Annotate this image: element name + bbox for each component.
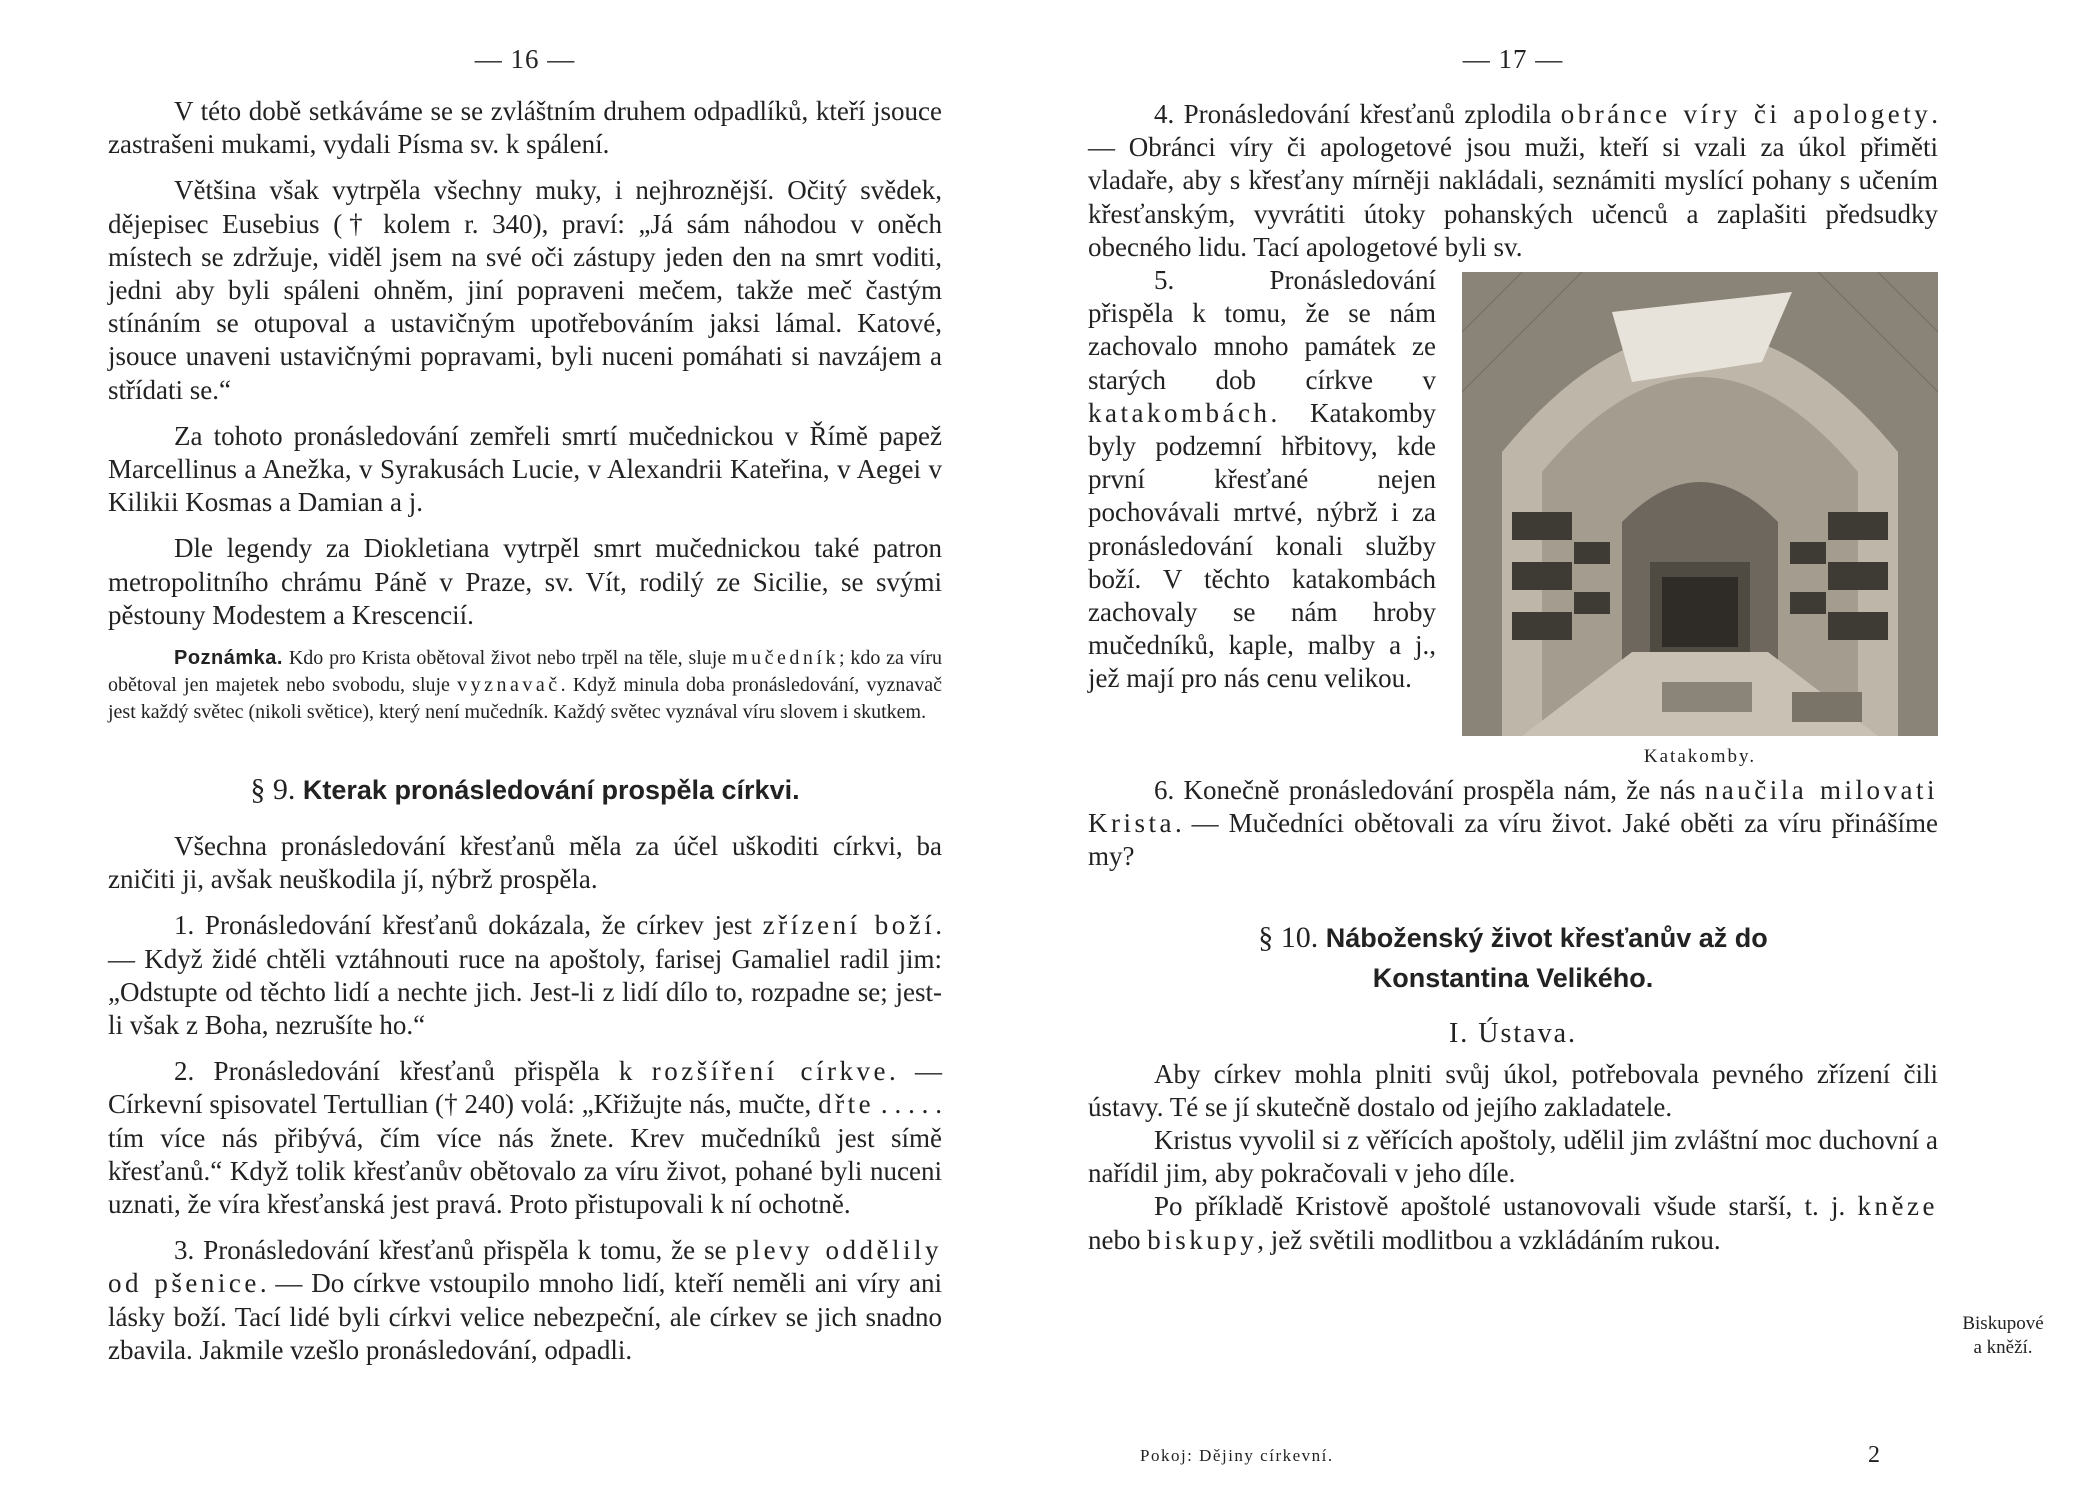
paragraph: Většina však vytrpěla všechny muky, i nejhroznější. Očitý svědek, dějepisec Eusebius († kolem r. 340), praví: „Já sám náhodou v oněch místech se zdržuje, viděl jsem na své oči zástupy jeden den na smrt voditi, jedni aby byli spáleni ohněm, jiní popraveni mečem, takže meč častým stínáním se otupoval a ustavičným upotřebováním jaksi lámal. Katové, jsouce unaveni ustavičnými popravami, byli nuceni pomáhati si navzájem a střídati se.“ [108, 175, 942, 405]
note-label: Poznámka. [174, 647, 283, 670]
paragraph [108, 1055, 942, 1221]
text-run: . — Mučedníci obětovali za víru život. Jaké oběti za víru přinášíme my? [1088, 808, 1938, 872]
section-title: Kterak pronásledování prospěla církvi. [302, 775, 800, 806]
paragraph: Kristus vyvolil si z věřících apoštoly, udělil jim zvláštní moc duchovní a nařídil jim, aby pokračovali v jeho díle. [1088, 1125, 1938, 1189]
section-number: § 9. [250, 773, 296, 807]
figure-caption: Katakomby. [1643, 746, 1757, 768]
subsection-heading: I. Ústava. [1448, 1017, 1578, 1049]
note-text: Kdo pro Krista obětoval život nebo trpěl na těle, sluje [282, 647, 733, 670]
margin-note-line: Biskupové [1962, 1313, 2044, 1334]
footnote-remark [108, 645, 942, 726]
paragraph: Za tohoto pronásledování zemřeli smrtí mučednickou v Římě papež Marcellinus a Anežka, v Syrakusách Lucie, v Alexandrii Kateřina, v Aegei v Kilikii Kosmas a Damian a j. [108, 420, 942, 518]
text-run: . — Obránci víry či apologetové jsou muži, kteří si vzali za úkol přiměti vladaře, aby s křesťany mírněji nakládali, seznámiti myslící pohany s učením křesťanským, vyvrátiti útoky pohanských učenců a zaplašiti předsudky obecného lidu. Tací apologetové byli sv. [1088, 99, 1938, 262]
emphasis: zřízení boží [762, 910, 936, 941]
emphasis: kněze [1857, 1191, 1938, 1222]
text-run: . — Když židé chtěli vztáhnouti ruce na apoštoly, farisej Gamaliel radil jim: „Odstupte od těchto lidí a nechte jich. Jest-li z lidí dílo to, rozpadne se; jest-li však z Boha, nezrušíte ho.“ [108, 910, 942, 1041]
section-heading [108, 770, 942, 810]
text-run: . Katakomby byly podzemní hřbitovy, kde první křesťané nejen pochovávali mrtvé, nýbrž i za pronásledování konali služby boží. V těchto katakombách zachovaly se nám hroby mučedníků, kaple, malby a j., jež mají pro nás cenu velikou. [1088, 397, 1436, 694]
text-run: . — Do církve vstoupilo mnoho lidí, kteří neměli ani víry ani lásky boží. Tací lidé byli církvi velice nebezpeční, ale církev se jich snadno zbavila. Jakmile vzešlo pronásledování, odpadli. [108, 1268, 942, 1365]
paragraph: Dle legendy za Diokletiana vytrpěl smrt mučednickou také patron metropolitního chrámu Páně v Praze, sv. Vít, rodilý ze Sicilie, se svými pěstouny Modestem a Krescencií. [108, 533, 942, 630]
paragraph: Všechna pronásledování křesťanů měla za účel uškoditi církvi, ba zničiti ji, avšak neuškodila jí, nýbrž prospěla. [108, 831, 942, 895]
margin-note [1948, 1312, 2058, 1360]
text-run: 2. Pronásledování křesťanů přispěla k [174, 1056, 652, 1087]
page-number: — 16 — [474, 44, 576, 74]
note-text: . Když minula doba pronásledování, vyznavač jest každý světec (nikoli světice), který není mučedník. Každý světec vyznával víru slovem i skutkem. [108, 674, 942, 724]
note-term-confessor: vyznavač [457, 674, 561, 697]
text-run: Po příkladě Kristově apoštolé ustanovovali všude starší, t. j. [1154, 1191, 1858, 1222]
paragraph: V této době setkáváme se se zvláštním druhem odpadlíků, kteří jsouce zastrašeni mukami, vydali Písma sv. k spálení. [108, 96, 942, 160]
section-heading [1088, 918, 1938, 998]
emphasis: katakombách [1088, 397, 1271, 428]
emphasis: dřte [818, 1089, 875, 1120]
margin-note-line: a kněží. [1973, 1337, 2033, 1358]
paragraph: Aby církev mohla plniti svůj úkol, potřebovala pevného zřízení čili ústavy. Té se jí skutečně dostalo od jejího zakladatele. [1088, 1058, 1938, 1122]
paragraph [108, 909, 942, 1042]
left-page [108, 0, 942, 1500]
text-run: . — Církevní spisovatel Tertullian († 240) volá: „Křižujte nás, mučte, [108, 1056, 943, 1120]
right-page [1088, 0, 2044, 1500]
section-title-line2: Konstantina Velikého. [1372, 962, 1654, 993]
text-run: 5. Pronásledování přispěla k tomu, že se nám zachovalo mnoho památek ze starých dob církve v [1088, 265, 1436, 395]
emphasis: obránce víry či apologety [1560, 99, 1932, 129]
catacomb-illustration [1462, 272, 1938, 768]
left-page-text [108, 95, 942, 1367]
note-term-martyr: mučedník [732, 647, 839, 670]
emphasis: rozšíření církve [651, 1056, 889, 1087]
signature-mark: 2 [1868, 1442, 1880, 1468]
section-number: § 10. [1258, 920, 1319, 954]
note-text: ; kdo za víru obětoval jen majetek nebo svobodu, sluje [108, 647, 942, 697]
emphasis: plevy oddělily od pšenice [108, 1235, 942, 1299]
text-run: nebo [1088, 1224, 1148, 1255]
text-run: , jež světili modlitbou a vzkládáním rukou. [1257, 1224, 1721, 1255]
emphasis: naučila milovati Krista [1088, 775, 1938, 839]
text-run: 1. Pronásledování křesťanů dokázala, že církev jest [174, 910, 763, 941]
text-run: . . . . . tím více nás přibývá, čím více nás žnete. Krev mučedníků jest símě křesťanů.“ Když tolik křesťanův obětovalo za víru život, pohané byli nuceni uznati, že víra křesťanská jest pravá. Proto přistupovali k ní ochotně. [108, 1089, 943, 1220]
right-page-text [1088, 98, 1938, 1257]
running-footer: Pokoj: Dějiny církevní. [1140, 1446, 1334, 1465]
text-run: 3. Pronásledování křesťanů přispěla k tomu, že se [174, 1235, 736, 1266]
text-run: 6. Konečně pronásledování prospěla nám, že nás [1154, 775, 1705, 806]
paragraph [1088, 98, 1938, 264]
catacomb-engraving [1462, 272, 1938, 736]
text-run: 4. Pronásledování křesťanů zplodila [1154, 99, 1561, 129]
page-number: — 17 — [1462, 44, 1564, 74]
emphasis: biskupy [1147, 1224, 1258, 1255]
section-title-line1: Náboženský život křesťanův až do [1325, 922, 1768, 953]
paragraph [1088, 1190, 1938, 1256]
paragraph [1088, 774, 1938, 874]
paragraph [108, 1234, 942, 1367]
